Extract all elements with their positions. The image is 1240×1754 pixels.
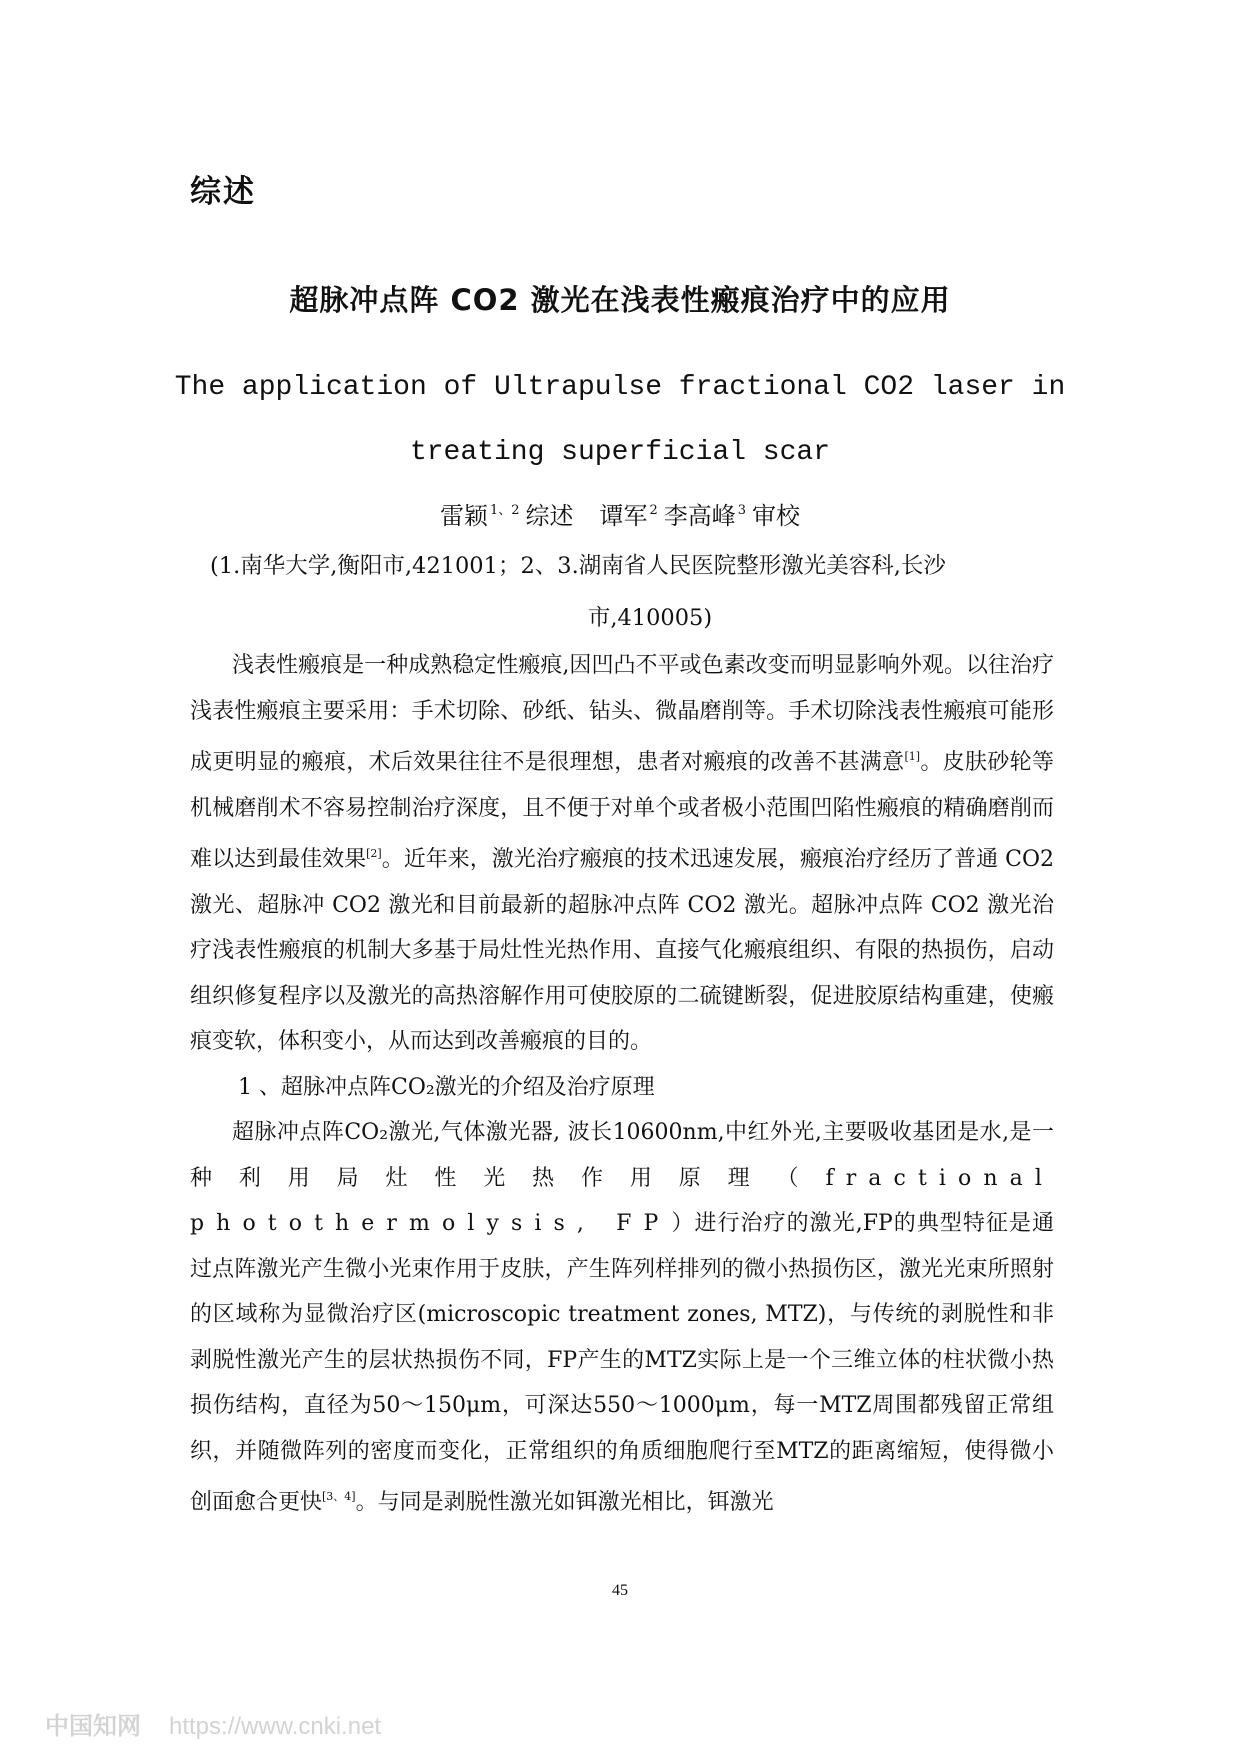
author-line [100,496,1140,531]
author-3-name: 李高峰 [663,502,736,530]
affiliation [210,540,1090,644]
author-2-name: 谭军 [599,502,648,530]
paragraph-principle-text2: ）进行治疗的激光,FP的典型特征是通过点阵激光产生微小光束作用于皮肤，产生阵列样排列的微小热损伤区，激光光束所照射的区域称为显微治疗区(microscopic treatment zones, MTZ)，与传统的剥脱性和非剥脱性激光产生的层状热损伤不同，FP产生的MTZ实际上是一个三维立体的柱状微小热损伤结构，直径为50～150μm，可深达550～1000μm，每一MTZ周围都残留正常组织，并随微阵列的密度而变化，正常组织的角质细胞爬行至MTZ的距离缩短，使得微小创面愈合更快 [190,1211,1054,1515]
paragraph-principle-text1: 超脉冲点阵CO₂激光,气体激光器, 波长10600nm,中红外光,主要吸收基团是水,是一种利用局灶性光热作用原理（ [190,1120,1054,1191]
paragraph-principle [190,1110,1054,1526]
title-english-line1: The application of Ultrapulse fractional CO2 laser in [174,372,1066,403]
author-1-name: 雷颖 [439,502,488,530]
author-3-affil: 3 [737,503,747,518]
section-heading: 综述 [190,174,256,210]
watermark-url: https://www.cnki.net [169,1713,382,1740]
affiliation-line2: 市,410005) [587,605,713,631]
cnki-watermark [45,1706,381,1741]
affiliation-line1: (1.南华大学,衡阳市,421001；2、3.湖南省人民医院整形激光美容科,长沙 [210,553,946,579]
title-chinese: 超脉冲点阵 CO2 激光在浅表性瘢痕治疗中的应用 [289,283,951,317]
author-2-affil: 2 [649,503,658,518]
title-english-line2: treating superficial scar [409,437,831,468]
paragraph-intro-text2: 。皮肤砂轮等机械磨削术不容易控制治疗深度，且不便于对单个或者极小范围凹陷性瘢痕的精确磨削而难以达到最佳效果 [190,750,1054,872]
citation-2: [2] [366,847,382,860]
paragraph-intro-text1: 浅表性瘢痕是一种成熟稳定性瘢痕,因凹凸不平或色素改变而明显影响外观。以往治疗浅表性瘢痕主要采用：手术切除、砂纸、钻头、微晶磨削等。手术切除浅表性瘢痕可能形成更明显的瘢痕，术后效果往往不是很理想，患者对瘢痕的改善不甚满意 [190,653,1054,775]
title-english [120,355,1120,485]
author-1-role: 综述 [525,502,574,530]
paragraph-intro [190,643,1054,1065]
body-text [190,643,1054,1526]
citation-3-4: [3、4] [322,1490,356,1503]
citation-1: [1] [904,750,921,763]
page-number: 45 [612,1582,628,1599]
paragraph-intro-text3: 。近年来，激光治疗瘢痕的技术迅速发展，瘢痕治疗经历了普通 CO2 激光、超脉冲 CO2 激光和目前最新的超脉冲点阵 CO2 激光。超脉冲点阵 CO2 激光治疗浅表性瘢痕的机制大多基于局灶性光热作用、直接气化瘢痕组织、有限的热损伤，启动组织修复程序以及激光的高热溶解作用可使胶原的二硫键断裂，促进胶原结构重建，使瘢痕变软，体积变小，从而达到改善瘢痕的目的。 [190,847,1054,1054]
watermark-brand: 中国知网 [45,1713,141,1740]
paragraph-principle-text3: 。与同是剥脱性激光如铒激光相比，铒激光 [355,1490,774,1515]
author-3-role: 审校 [752,502,801,530]
author-1-affil: 1、2 [489,503,520,518]
paragraph-principle-term: fractional photothermolysis, FP [190,1165,1054,1236]
subsection-heading: 1 、超脉冲点阵CO₂激光的介绍及治疗原理 [238,1074,655,1100]
